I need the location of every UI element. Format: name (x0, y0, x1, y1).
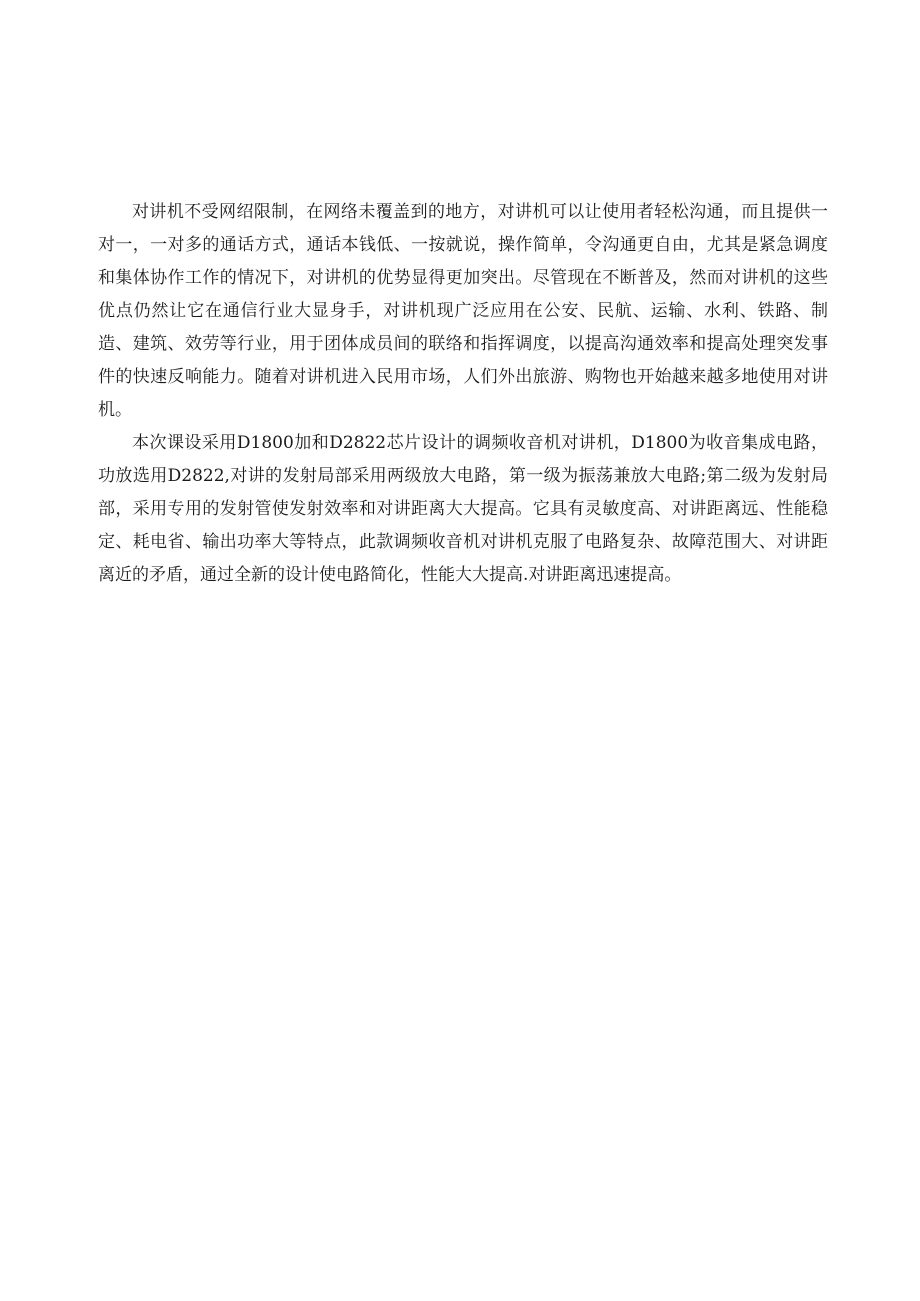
paragraph-design: 本次课设采用D1800加和D2822芯片设计的调频收音机对讲机，D1800为收音集成电路，功放选用D2822,对讲的发射局部采用两级放大电路，第一级为振荡兼放大电路;第二级为发射局部，采用专用的发射管使发射效率和对讲距离大大提高。它具有灵敏度高、对讲距离远、性能稳定、耗电省、输出功率大等特点，此款调频收音机对讲机克服了电路复杂、故障范围大、对讲距离近的矛盾，通过全新的设计使电路简化，性能大大提高.对讲距离迅速提高。 (98, 433, 828, 585)
paragraph-intro: 对讲机不受网绍限制，在网络未覆盖到的地方，对讲机可以让使用者轻松沟通，而且提供一对一，一对多的通话方式，通话本钱低、一按就说，操作简单，令沟通更自由，尤其是紧急调度和集体协作工作的情况下，对讲机的优势显得更加突出。尽管现在不断普及，然而对讲机的这些优点仍然让它在通信行业大显身手，对讲机现广泛应用在公安、民航、运输、水利、铁路、制造、建筑、效劳等行业，用于团体成员间的联络和指挥调度，以提高沟通效率和提高处理突发事件的快速反响能力。随着对讲机进入民用市场，人们外出旅游、购物也开始越来越多地使用对讲机。 (98, 202, 828, 420)
document-body (98, 196, 828, 592)
